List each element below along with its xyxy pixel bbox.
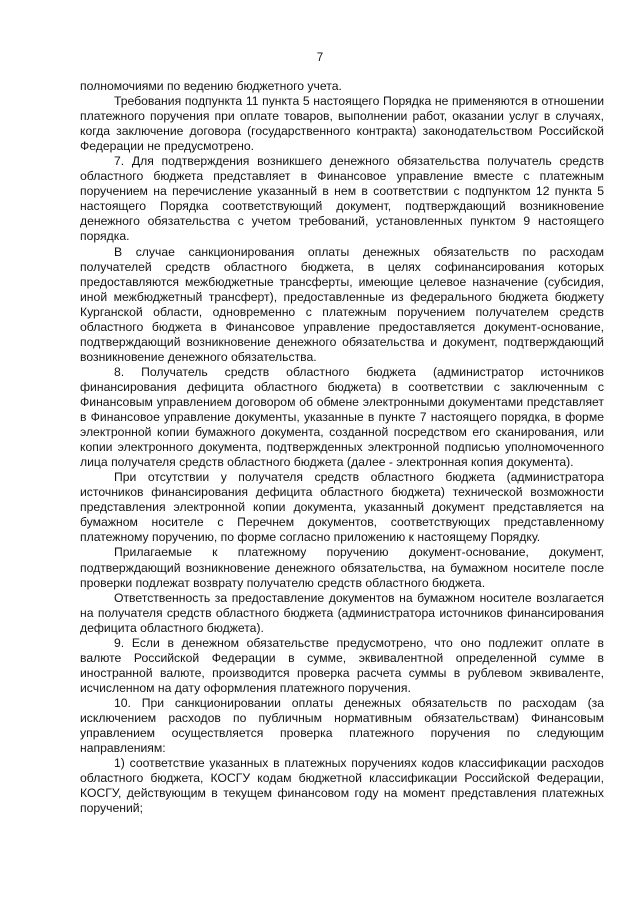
paragraph-item-9: 9. Если в денежном обязательстве предусмотрено, что оно подлежит оплате в валюте Российской Федерации в сумме, эквивалентной определенной сумме в иностранной валюте, производится проверка расчета суммы в рублевом эквиваленте, исчисленном на дату оформления платежного поручения. [80,635,604,695]
page-number: 7 [316,52,324,64]
paragraph-item-10: 10. При санкционировании оплаты денежных обязательств по расходам (за исключением расходов по публичным нормативным обязательствам) Финансовым управлением осуществляется проверка платежного поручения по следующим направлениям: [80,695,604,756]
paragraph: В случае санкционирования оплаты денежных обязательств по расходам получателей средств областного бюджета, в целях софинансирования которых предоставляются межбюджетные трансферты, имеющие целевое назначение (субсидия, иной межбюджетный трансферт), предоставленные из федерального бюджета бюджету Курганской области, одновременно с платежным поручением получателем средств областного бюджета в Финансовое управление предоставляется документ-основание, подтверждающий возникновение денежного обязательства и документ, подтверждающий возникновение денежного обязательства. [80,244,604,364]
document-body [80,79,604,816]
paragraph: Ответственность за предоставление документов на бумажном носителе возлагается на получателя средств областного бюджета (администратора источников финансирования дефицита областного бюджета). [80,590,604,635]
paragraph: Требования подпункта 11 пункта 5 настоящего Порядка не применяются в отношении платежного поручения при оплате товаров, выполнении работ, оказании услуг в случаях, когда заключение договора (государственного контракта) законодательством Российской Федерации не предусмотрено. [80,94,604,154]
paragraph: При отсутствии у получателя средств областного бюджета (администратора источников финансирования дефицита областного бюджета) технической возможности представления электронной копии документа, указанный документ представляется на бумажном носителе с Перечнем документов, соответствующих представленному платежному поручению, по форме согласно приложению к настоящему Порядку. [80,470,604,545]
paragraph-subitem-1: 1) соответствие указанных в платежных поручениях кодов классификации расходов областного бюджета, КОСГУ кодам бюджетной классификации Российской Федерации, КОСГУ, действующим в текущем финансовом году на момент представления платежных поручений; [80,756,604,816]
paragraph: Прилагаемые к платежному поручению документ-основание, документ, подтверждающий возникновение денежного обязательства, на бумажном носителе после проверки подлежат возврату получателю средств областного бюджета. [80,545,604,590]
paragraph-item-7: 7. Для подтверждения возникшего денежного обязательства получатель средств областного бюджета представляет в Финансовое управление вместе с платежным поручением на перечисление указанный в нем в соответствии с подпунктом 12 пункта 5 настоящего Порядка соответствующий документ, подтверждающий возникновение денежного обязательства с учетом требований, установленных пунктом 9 настоящего порядка. [80,154,604,244]
paragraph: полномочиями по ведению бюджетного учета. [80,79,342,93]
paragraph-item-8: 8. Получатель средств областного бюджета (администратор источников финансирования дефицита областного бюджета) в соответствии с заключенным с Финансовым управлением договором об обмене электронными документами представляет в Финансовое управление документы, указанные в пункте 7 настоящего порядка, в форме электронной копии бумажного документа, созданной посредством его сканирования, или копии электронного документа, подтвержденных электронной подписью уполномоченного лица получателя средств областного бюджета (далее - электронная копия документа). [80,364,604,470]
